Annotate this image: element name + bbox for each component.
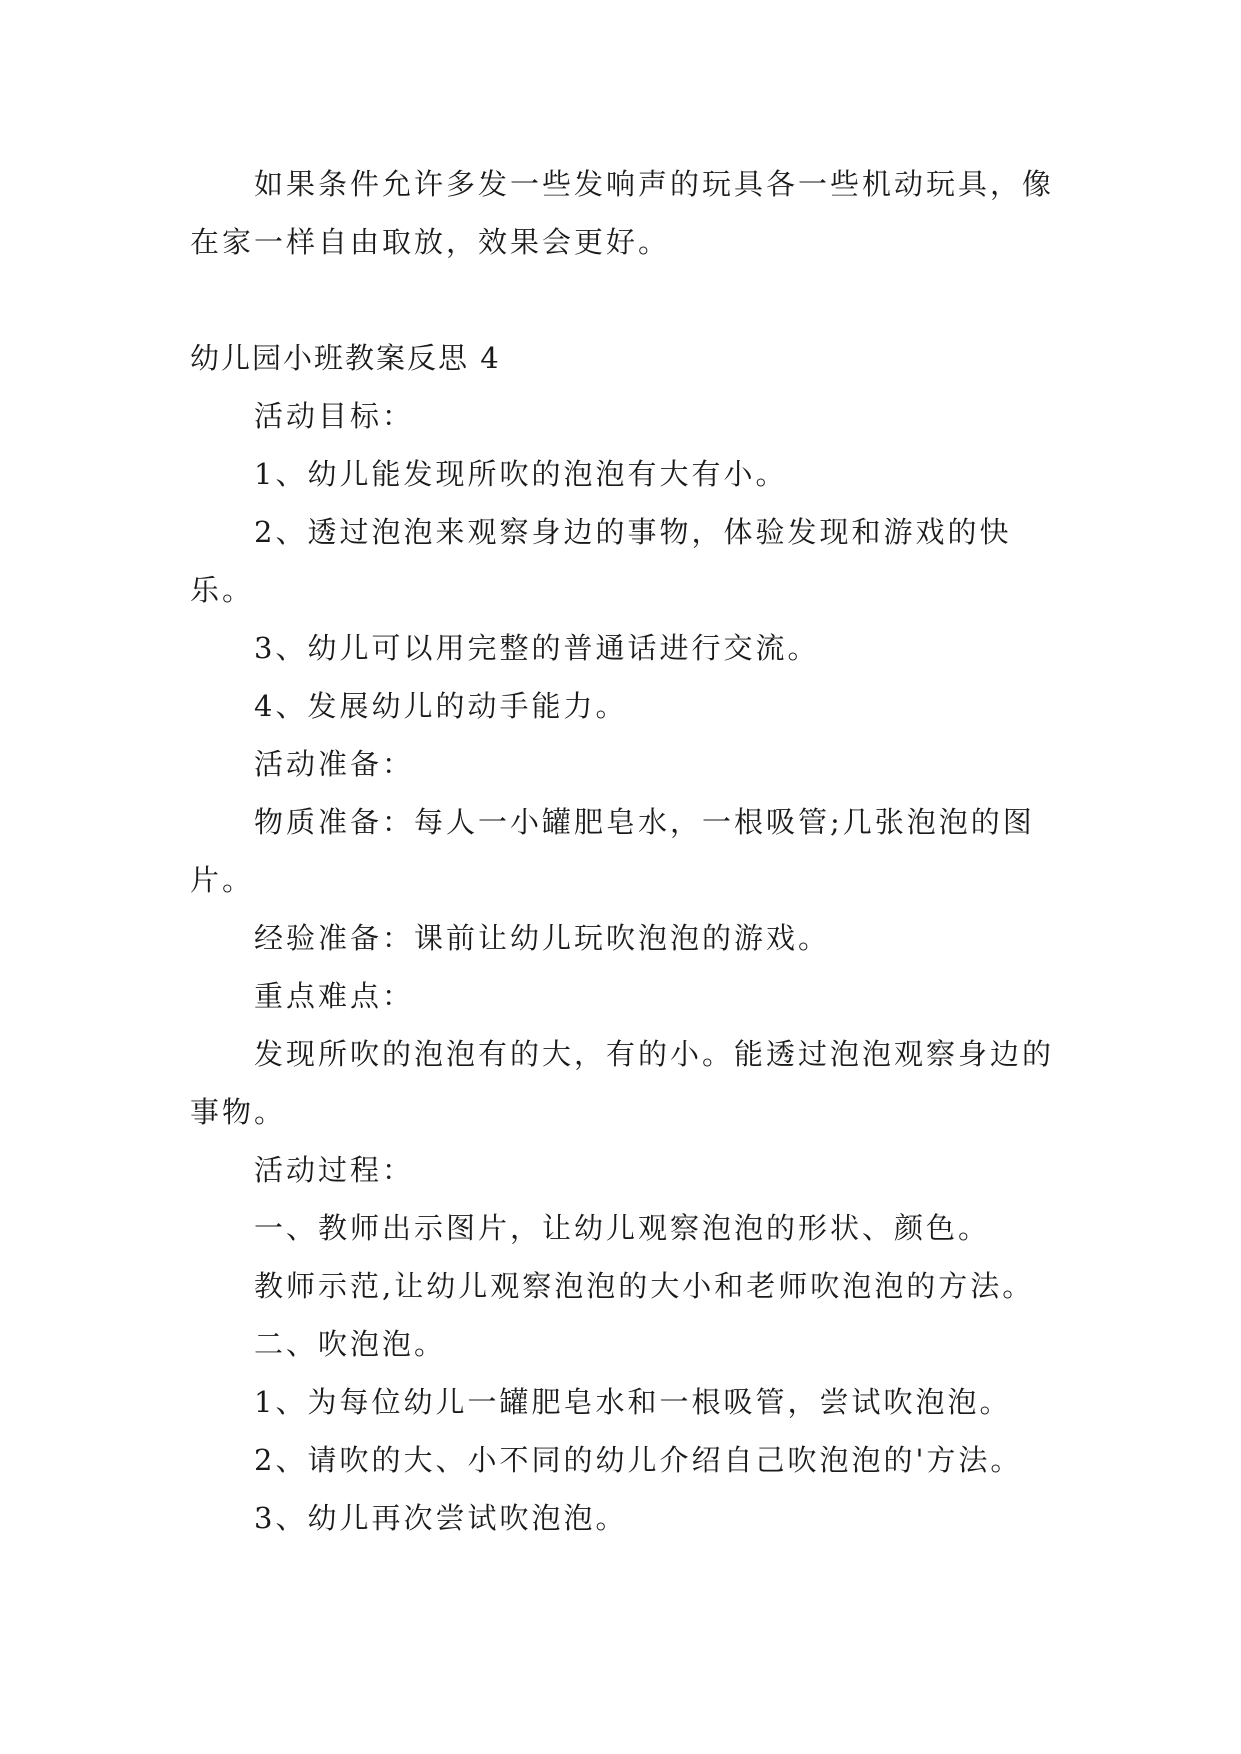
paragraph-goal-3: 3、幼儿可以用完整的普通话进行交流。 [254,631,820,665]
section-title: 幼儿园小班教案反思 4 [190,341,501,375]
paragraph-activity-process: 活动过程： [254,1153,415,1187]
paragraph-process-step-1: 一、教师出示图片，让幼儿观察泡泡的形状、颜色。 [254,1211,991,1245]
paragraph-blow-step-2: 2、请吹的大、小不同的幼儿介绍自己吹泡泡的'方法。 [254,1443,1023,1477]
section-spacer [190,271,1060,329]
paragraph-activity-preparation: 活动准备： [254,747,415,781]
paragraph-blow-step-1: 1、为每位幼儿一罐肥皂水和一根吸管，尝试吹泡泡。 [254,1385,1012,1419]
paragraph-experience-preparation: 经验准备：课前让幼儿玩吹泡泡的游戏。 [254,921,831,955]
intro-paragraph: 如果条件允许多发一些发响声的玩具各一些机动玩具，像在家一样自由取放，效果会更好。 [190,167,1055,259]
paragraph-goal-1: 1、幼儿能发现所吹的泡泡有大有小。 [254,457,788,491]
paragraph-process-step-2: 二、吹泡泡。 [254,1327,447,1361]
paragraph-goal-4: 4、发展幼儿的动手能力。 [254,689,628,723]
paragraph-material-preparation: 物质准备：每人一小罐肥皂水，一根吸管;几张泡泡的图片。 [190,805,1035,897]
paragraph-activity-goals: 活动目标： [254,399,415,433]
document-body [190,155,1060,1547]
paragraph-blow-step-3: 3、幼儿再次尝试吹泡泡。 [254,1501,628,1535]
paragraph-key-difficulties: 重点难点： [254,979,415,1013]
paragraph-teacher-demo: 教师示范,让幼儿观察泡泡的大小和老师吹泡泡的方法。 [254,1269,1035,1303]
paragraph-difficulty-detail: 发现所吹的泡泡有的大，有的小。能透过泡泡观察身边的事物。 [190,1037,1055,1129]
paragraph-goal-2: 2、透过泡泡来观察身边的事物，体验发现和游戏的快乐。 [190,515,1012,607]
